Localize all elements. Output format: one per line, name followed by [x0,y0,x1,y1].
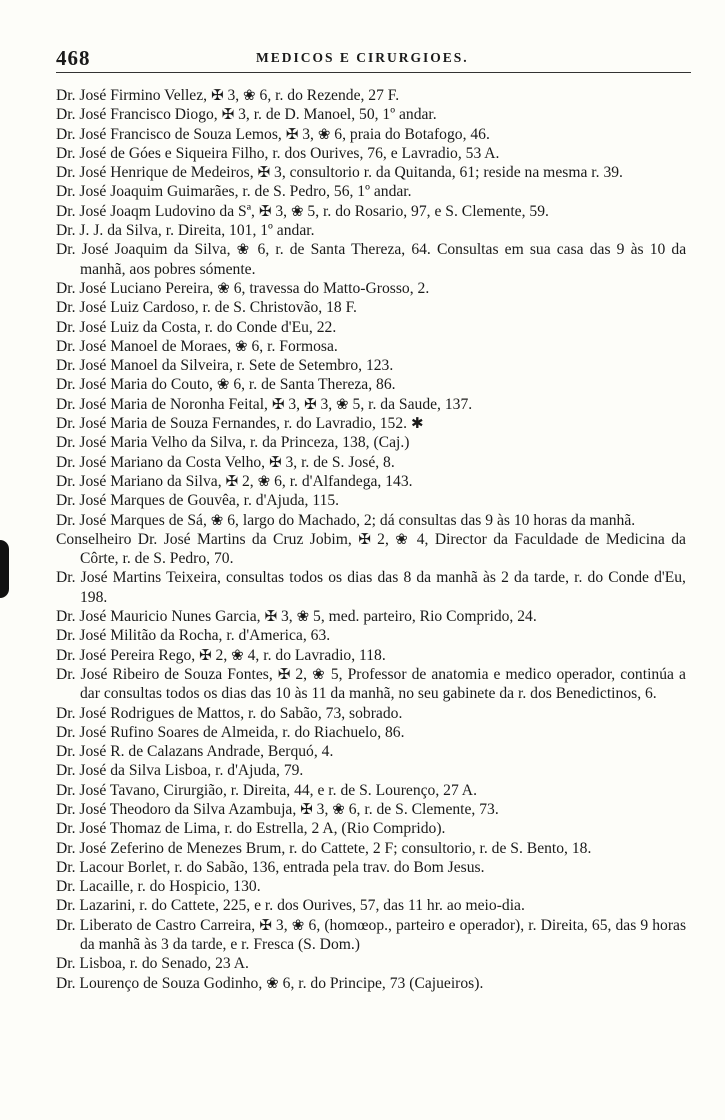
order-rose-icon: ❀ [231,645,244,664]
order-cross-icon: ✠ [225,471,239,490]
list-item: Dr. José Theodoro da Silva Azambuja, ✠ 3, ❀ 6, r. de S. Clemente, 73. [56,799,499,818]
list-item: Dr. José Mariano da Costa Velho, ✠ 3, r. de S. José, 8. [56,452,395,471]
order-cross-icon: ✠ [257,163,271,182]
list-item: Dr. Lacaille, r. do Hospicio, 130. [56,878,261,896]
order-cross-icon: ✠ [210,86,224,104]
order-cross-icon: ✠ [303,394,317,413]
order-cross-icon: ✠ [221,105,235,124]
order-cross-icon: ✠ [259,915,272,934]
order-rose-icon: ❀ [296,607,310,626]
list-item: Dr. José Francisco de Souza Lemos, ✠ 3, ❀ 6, praia do Botafogo, 46. [56,124,490,143]
list-item: Dr. José Rodrigues de Mattos, r. do Sabão, 73, sobrado. [56,704,403,722]
list-item: Dr. Lazarini, r. do Cattete, 225, e r. dos Ourives, 57, das 11 hr. ao meio-dia. [56,897,525,915]
order-cross-icon: ✠ [300,799,313,818]
list-item: Dr. José Joaquim Guimarães, r. de S. Pedro, 56, 1º andar. [56,183,412,201]
list-item: Dr. José Mauricio Nunes Garcia, ✠ 3, ❀ 5, med. parteiro, Rio Comprido, 24. [56,607,537,626]
list-item: Dr. José Mariano da Silva, ✠ 2, ❀ 6, r. d'Alfandega, 143. [56,471,413,490]
list-item: Dr. José Joaquim da Silva, ❀ 6, r. de Santa Thereza, 64. Consultas em sua casa das 9 às 10 da manhã, aos pobres sómente. [56,240,687,278]
list-item: Dr. Lourenço de Souza Godinho, ❀ 6, r. do Principe, 73 (Cajueiros). [56,973,484,992]
list-item: Dr. José Maria Velho da Silva, r. da Princeza, 138, (Caj.) [56,434,410,452]
list-item: Dr. José Luciano Pereira, ❀ 6, travessa do Matto-Grosso, 2. [56,278,430,297]
list-item: Dr. José Manoel de Moraes, ❀ 6, r. Formosa. [56,336,338,355]
running-head: MEDICOS E CIRURGIOES. [256,50,469,65]
order-cross-icon: ✠ [277,664,291,683]
list-item: Dr. José Maria do Couto, ❀ 6, r. de Santa Thereza, 86. [56,375,396,394]
list-item: Dr. José Francisco Diogo, ✠ 3, r. de D. Manoel, 50, 1º andar. [56,105,437,124]
order-rose-icon: ❀ [210,510,224,529]
list-item: Dr. José Martins Teixeira, consultas todos os dias das 8 da manhã às 2 da tarde, r. do Conde d'Eu, 198. [56,569,686,606]
list-item: Dr. José Firmino Vellez, ✠ 3, ❀ 6, r. do Rezende, 27 F. [56,86,400,104]
list-item: Dr. José R. de Calazans Andrade, Berquó, 4. [56,743,334,761]
order-rose-icon: ❀ [395,529,411,548]
list-item: Dr. José Militão da Rocha, r. d'America, 63. [56,627,331,645]
list-item: Dr. José Ribeiro de Souza Fontes, ✠ 2, ❀ 5, Professor de anatomia e medico operador, continúa a dar consultas todos os dias das 10 às 11 da manhã, no seu gabinete da r. dos Benedictinos, 6. [56,664,686,703]
page-number: 468 [56,46,91,70]
list-item: Dr. José de Góes e Siqueira Filho, r. dos Ourives, 76, e Lavradio, 53 A. [56,144,500,162]
list-item: Dr. J. J. da Silva, r. Direita, 101, 1º andar. [56,222,315,240]
binding-shadow [0,540,9,598]
order-rose-icon: ❀ [290,201,304,220]
page-header [56,46,691,73]
list-item: Dr. Liberato de Castro Carreira, ✠ 3, ❀ 6, (homœop., parteiro e operador), r. Direita, 65, das 9 horas da manhã às 3 da tarde, e r. Fresca (S. Dom.) [56,915,687,954]
list-item: Dr. José da Silva Lisboa, r. d'Ajuda, 79. [56,762,304,780]
order-cross-icon: ✠ [271,394,285,413]
entry-list [56,86,686,993]
order-rose-icon: ❀ [216,375,230,394]
list-item: Dr. José Marques de Sá, ❀ 6, largo do Machado, 2; dá consultas das 9 às 10 horas da manhã. [56,510,636,529]
order-rose-icon: ❀ [235,336,248,355]
list-item: Dr. José Henrique de Medeiros, ✠ 3, consultorio r. da Quitanda, 61; reside na mesma r. 39. [56,163,623,182]
list-item: Dr. José Thomaz de Lima, r. do Estrella, 2 A, (Rio Comprido). [56,820,446,838]
order-cross-icon: ✠ [358,529,371,548]
order-cross-icon: ✠ [268,452,282,471]
list-item: Dr. Lacour Borlet, r. do Sabão, 136, entrada pela trav. do Bom Jesus. [56,858,485,876]
list-item: Dr. José Joaqm Ludovino da Sª, ✠ 3, ❀ 5, r. do Rosario, 97, e S. Clemente, 59. [56,201,549,220]
list-item: Dr. Lisboa, r. do Senado, 23 A. [56,955,249,973]
list-item: Dr. José Marques de Gouvêa, r. d'Ajuda, 115. [56,492,340,510]
list-item: Dr. José Maria de Noronha Feital, ✠ 3, ✠ 3, ❀ 5, r. da Saude, 137. [56,394,473,413]
list-item: Dr. José Luiz da Costa, r. do Conde d'Eu, 22. [56,318,337,336]
order-cross-icon: ✠ [199,645,212,664]
list-item: Dr. José Luiz Cardoso, r. de S. Christovão, 18 F. [56,299,357,317]
order-rose-icon: ❀ [243,86,256,104]
order-rose-icon: ❀ [317,124,331,143]
order-rose-icon: ❀ [257,471,271,490]
list-item: Dr. José Tavano, Cirurgião, r. Direita, 44, e r. de S. Lourenço, 27 A. [56,781,477,799]
order-rose-icon: ❀ [217,278,230,297]
order-cross-icon: ✠ [285,124,299,143]
list-item: Conselheiro Dr. José Martins da Cruz Jobim, ✠ 2, ❀ 4, Director da Faculdade de Medicina da Côrte, r. de S. Pedro, 70. [56,529,686,568]
list-item: Dr. José Rufino Soares de Almeida, r. do Riachuelo, 86. [56,723,405,741]
order-cross-icon: ✠ [258,201,272,220]
order-rose-icon: ❀ [312,664,326,683]
order-cross-icon: ✠ [264,607,278,626]
order-rose-icon: ❀ [332,799,345,818]
order-rose-icon: ❀ [336,394,349,413]
list-item: Dr. José Maria de Souza Fernandes, r. do Lavradio, 152. ✱ [56,414,424,433]
order-rose-icon: ❀ [291,915,305,934]
list-item: Dr. José Zeferino de Menezes Brum, r. do Cattete, 2 F; consultorio, r. de S. Bento, 18. [56,839,592,857]
list-item: Dr. José Pereira Rego, ✠ 2, ❀ 4, r. do Lavradio, 118. [56,645,386,664]
order-rose-icon: ❀ [236,240,252,259]
order-star-icon: ✱ [410,414,424,433]
order-rose-icon: ❀ [266,973,279,992]
list-item: Dr. José Manoel da Silveira, r. Sete de Setembro, 123. [56,357,394,375]
